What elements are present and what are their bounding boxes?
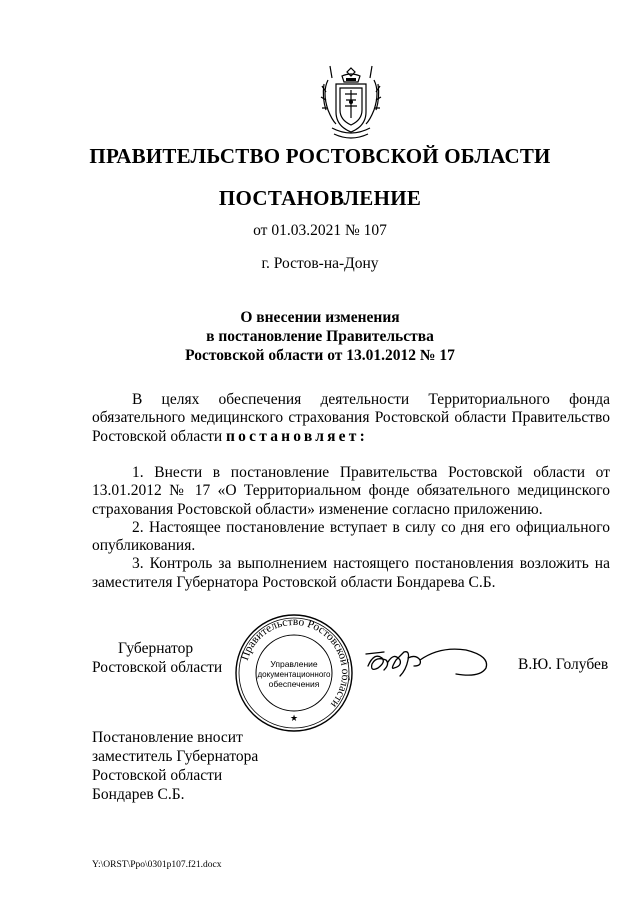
file-path: Y:\ORST\Ppo\0301p107.f21.docx	[92, 860, 222, 870]
coat-of-arms-icon	[318, 62, 384, 144]
subject-line: в постановление Правительства	[206, 328, 434, 345]
seal-inner-line: документационного	[257, 670, 331, 679]
document-date-number: от 01.03.2021 № 107	[253, 222, 387, 239]
submitter-line: Бондарев С.Б.	[92, 786, 185, 803]
decree-word: постановляет:	[226, 427, 368, 445]
handwritten-signature	[362, 640, 492, 682]
subject-line: Ростовской области от 13.01.2012 № 17	[185, 347, 455, 364]
document-subject	[0, 308, 640, 365]
decree-item: 2. Настоящее постановление вступает в силу со дня его официального опубликования.	[92, 518, 610, 555]
submitter-line: Ростовской области	[92, 767, 223, 784]
submitter-block	[92, 728, 258, 804]
official-seal	[232, 611, 356, 735]
submitter-line: Постановление вносит	[92, 729, 243, 746]
seal-inner-line: Управление	[270, 659, 318, 669]
seal-star-icon: ★	[289, 713, 299, 723]
decree-item: 1. Внести в постановление Правительства Ростовской области от 13.01.2012 № 17 «О Территориальном фонде обязательного медицинского страхования Ростовской области» изменение согласно приложению.	[92, 464, 610, 518]
organization-title: ПРАВИТЕЛЬСТВО РОСТОВСКОЙ ОБЛАСТИ	[89, 144, 551, 168]
decree-items	[92, 464, 610, 592]
document-place: г. Ростов-на-Дону	[261, 255, 379, 272]
seal-inner-line: обеспечения	[268, 679, 320, 689]
document-type: ПОСТАНОВЛЕНИЕ	[218, 186, 422, 210]
signatory-name: В.Ю. Голубев	[518, 656, 609, 673]
subject-line: О внесении изменения	[240, 309, 400, 326]
preamble-paragraph	[92, 391, 610, 446]
decree-item: 3. Контроль за выполнением настоящего постановления возложить на заместителя Губернатора Ростовской области Бондарева С.Б.	[92, 555, 610, 591]
signatory-title-line: Ростовской области	[92, 659, 223, 676]
preamble-text: В целях обеспечения деятельности Территориального фонда обязательного медицинского страхования Ростовской области Правительство Ростовской области	[92, 391, 610, 445]
signatory-title-line: Губернатор	[118, 640, 194, 657]
seal-outer-text: Правительство Ростовской области	[238, 615, 352, 710]
submitter-line: заместитель Губернатора	[92, 748, 259, 765]
signatory-title	[92, 639, 222, 677]
